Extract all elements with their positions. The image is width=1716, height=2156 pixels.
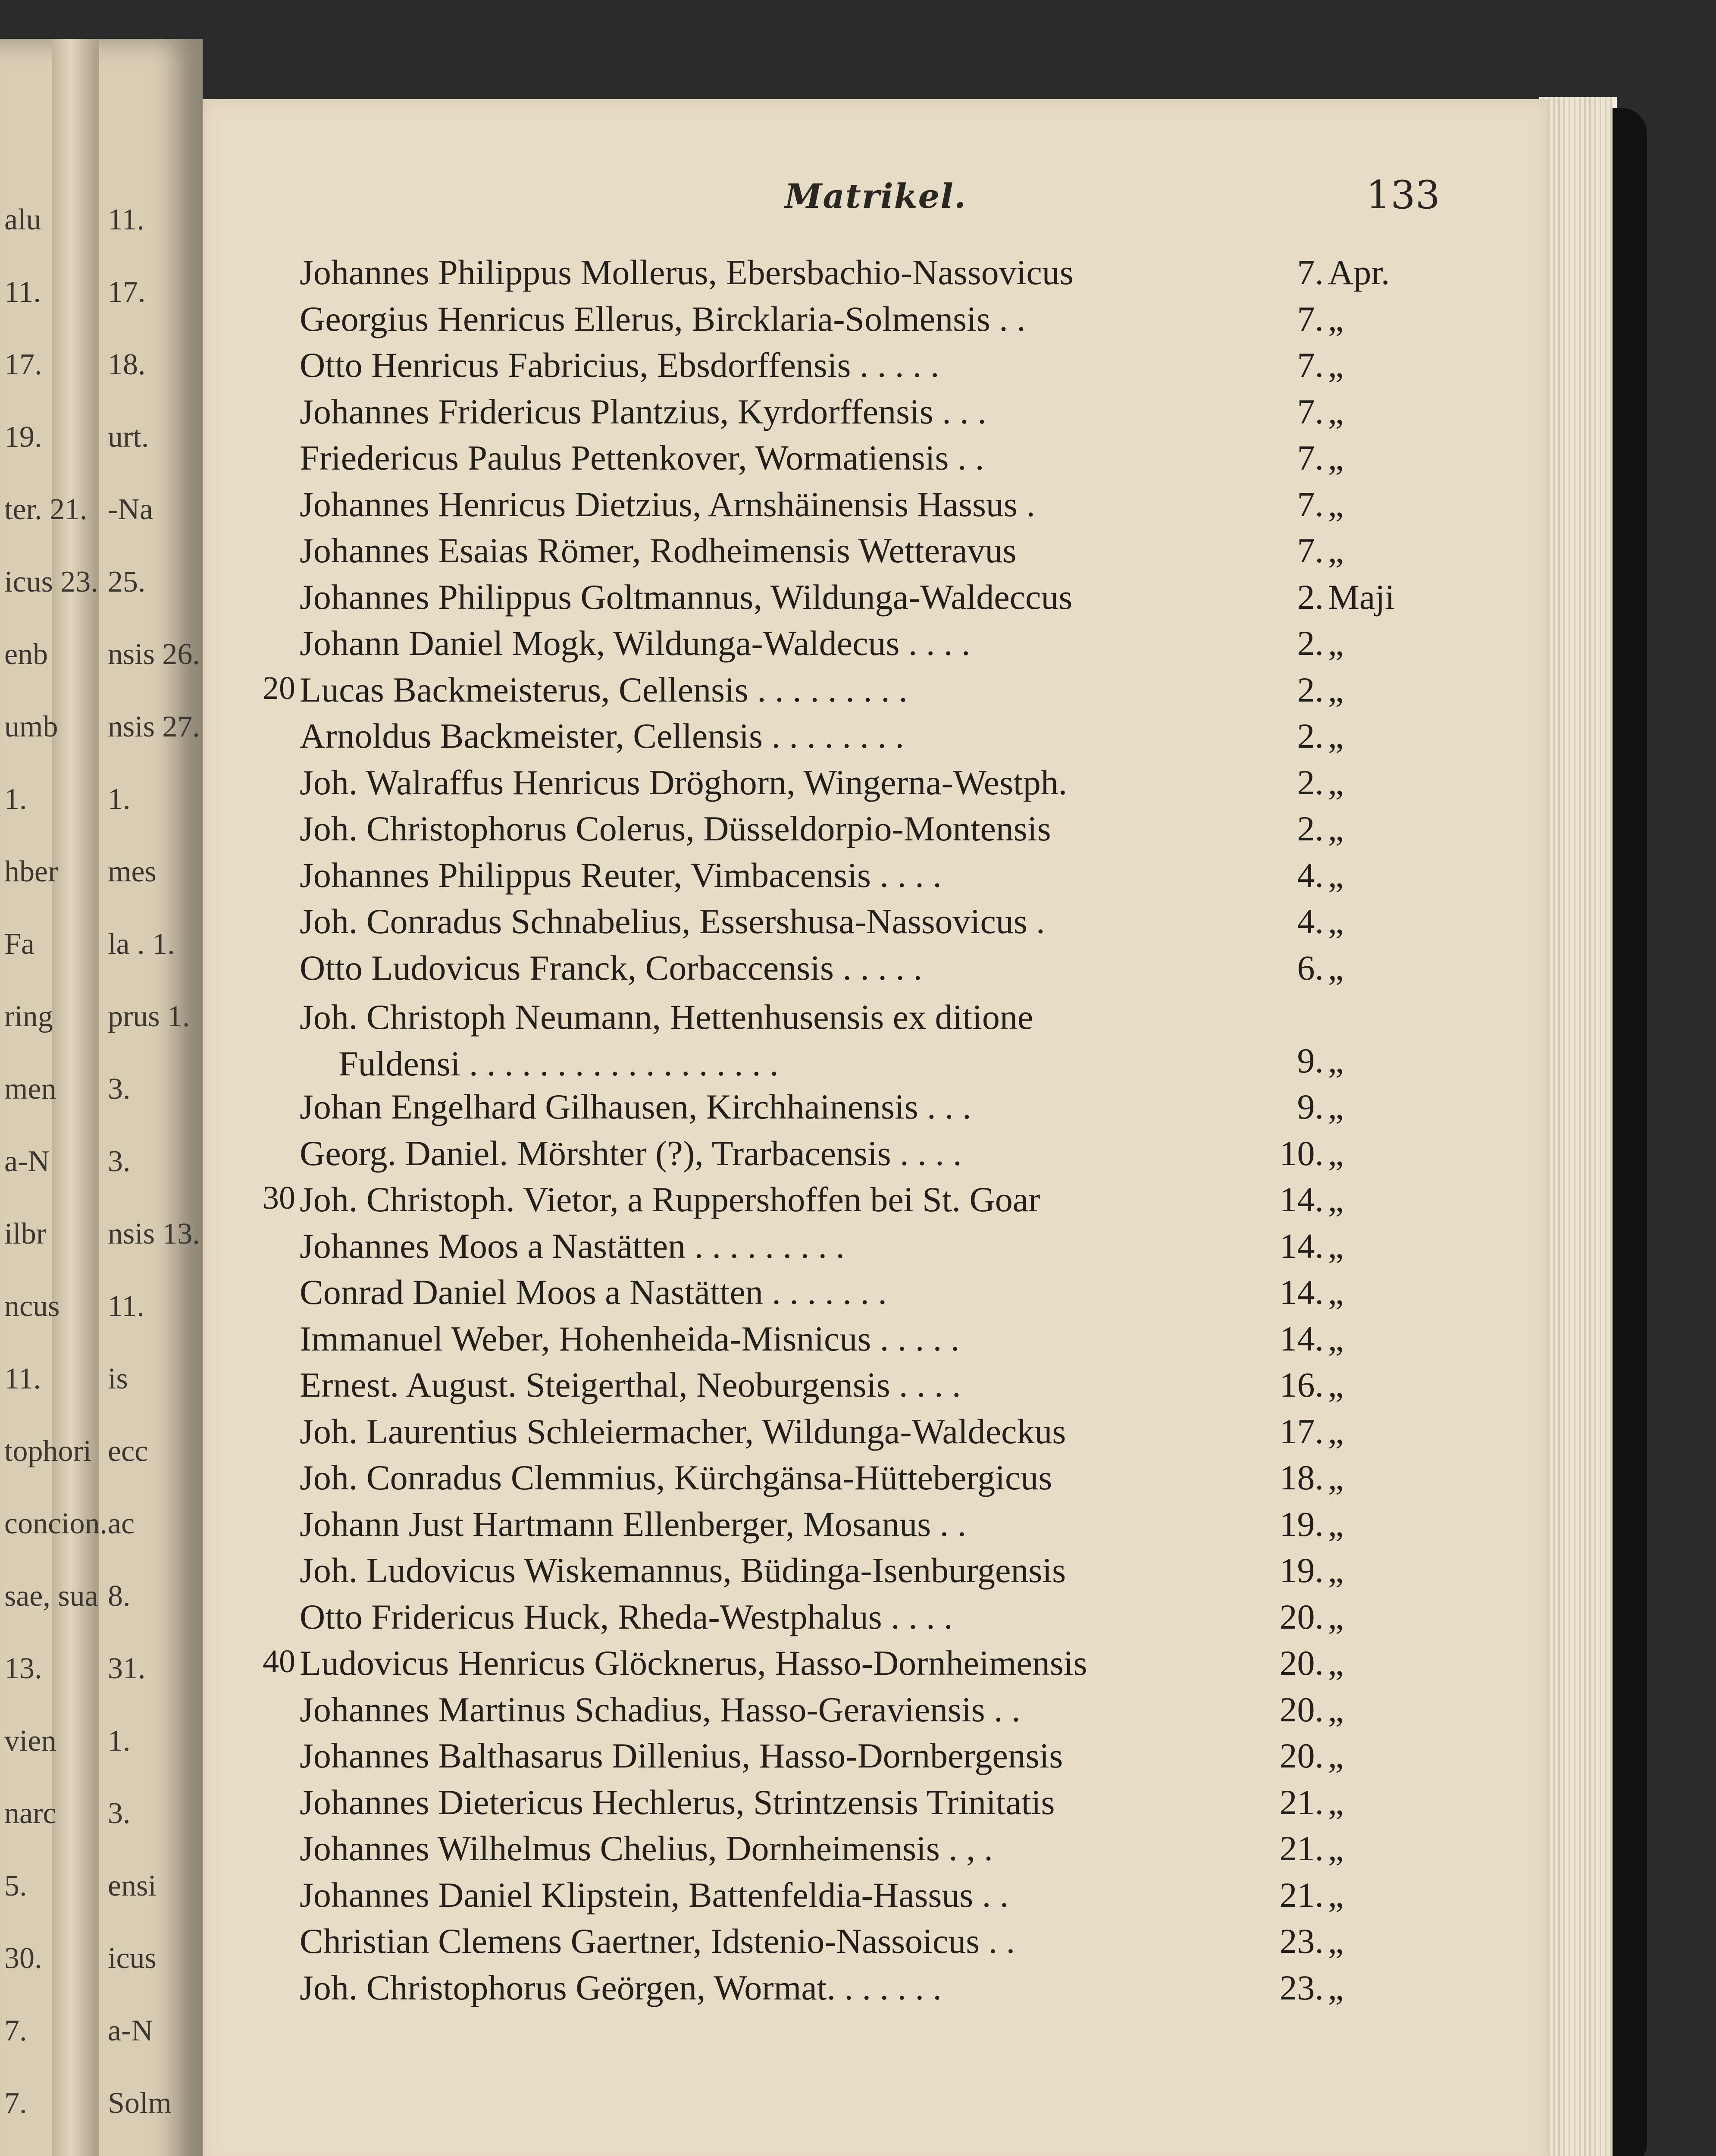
left-page-fragment-text: nsis 26. [108, 638, 200, 671]
student-name-origin: Lucas Backmeisterus, Cellensis . . . . . . . . . [300, 670, 908, 709]
list-item [203, 1179, 1548, 1226]
list-item [203, 808, 1548, 855]
student-name-origin: Johannes Philippus Reuter, Vimbacensis . . . . [300, 855, 942, 895]
student-name-origin: Johannes Henricus Dietzius, Arnshäinensis Hassus . [300, 484, 1035, 524]
student-name-origin: Johannes Moos a Nastätten . . . . . . . . . [300, 1226, 845, 1266]
left-page-fragment-text: 30. [4, 1942, 42, 1975]
entry-month: „ [1328, 1133, 1344, 1173]
left-page-fragment-text: alu [4, 203, 41, 236]
student-name-origin: Johannes Wilhelmus Chelius, Dornheimensis . , . [300, 1829, 993, 1868]
entry-month: „ [1328, 1875, 1344, 1915]
list-item [203, 1875, 1548, 1921]
entry-month: „ [1328, 1411, 1344, 1451]
left-page-fragment-text: 3. [108, 1797, 131, 1830]
entry-month: „ [1328, 1736, 1344, 1775]
list-item [203, 670, 1548, 716]
list-item [203, 716, 1548, 762]
entry-month: „ [1328, 624, 1344, 663]
list-item [203, 1968, 1548, 2014]
list-item [203, 1736, 1548, 1782]
student-name-origin: Johannes Martinus Schadius, Hasso-Geraviensis . . [300, 1689, 1021, 1729]
student-name-origin: Johannes Philippus Mollerus, Ebersbachio-Nassovicus [300, 253, 1074, 292]
left-page-fragment-text: la . 1. [108, 928, 175, 961]
entry-month: „ [1328, 1921, 1344, 1961]
left-page-fragment-text: concion. [4, 1507, 108, 1540]
list-item [203, 994, 1548, 1087]
list-item [203, 1643, 1548, 1689]
page-stack-edges [1539, 97, 1613, 2156]
student-name-origin: Arnoldus Backmeister, Cellensis . . . . . . . . [300, 716, 904, 755]
entry-day: 9. [1297, 1040, 1324, 1080]
left-page-fragment-text: vien [4, 1724, 56, 1758]
left-page-fragment-text: prus 1. [108, 1000, 190, 1033]
left-page-fragment-text: ter. 21. [4, 493, 88, 526]
list-item [203, 1087, 1548, 1133]
list-item [203, 762, 1548, 809]
left-page-fragment-text: enb [4, 638, 48, 671]
list-item [203, 530, 1548, 577]
entry-day: 2. [1297, 716, 1324, 755]
student-name-origin: Christian Clemens Gaertner, Idstenio-Nassoicus . . [300, 1921, 1015, 1961]
entry-day: 14. [1279, 1272, 1324, 1312]
line-number: 30 [263, 1180, 295, 1216]
student-name-origin: Johann Just Hartmann Ellenberger, Mosanus . . [300, 1504, 967, 1544]
left-page-fragment-text: 1. [108, 783, 131, 816]
left-page-fragment-text: 11. [108, 1290, 144, 1323]
entry-month: „ [1328, 1551, 1344, 1590]
entry-month: Apr. [1328, 253, 1390, 292]
entry-day: 7. [1297, 392, 1324, 431]
entry-month: „ [1328, 1458, 1344, 1497]
list-item [203, 392, 1548, 438]
entry-day: 16. [1279, 1365, 1324, 1404]
entry-day: 7. [1297, 531, 1324, 570]
entry-month: „ [1328, 1180, 1344, 1219]
list-item [203, 1597, 1548, 1643]
entry-day: 20. [1279, 1643, 1324, 1683]
entry-day: 20. [1279, 1597, 1324, 1636]
left-page-fragment-text: 7. [4, 2014, 27, 2047]
student-name-origin: Conrad Daniel Moos a Nastätten . . . . . . . [300, 1272, 887, 1312]
student-name-line2: Fuldensi . . . . . . . . . . . . . . . . . . [338, 1044, 779, 1083]
left-page-fragment-text: tophori [4, 1435, 92, 1468]
left-page-fragment-text: 1. [4, 783, 27, 816]
entry-day: 20. [1279, 1736, 1324, 1775]
entry-day: 23. [1279, 1921, 1324, 1961]
entry-month: „ [1328, 484, 1344, 524]
left-page-fragment-text: a-N [4, 1145, 50, 1178]
student-name-origin: Johan Engelhard Gilhausen, Kirchhainensis . . . [300, 1087, 971, 1126]
entry-day: 4. [1297, 855, 1324, 895]
entry-month: „ [1328, 1226, 1344, 1266]
left-page-fragment-text: nsis 13. [108, 1217, 200, 1250]
left-page-fragment-text: hber [4, 855, 58, 888]
entry-month: „ [1328, 299, 1344, 338]
left-page-fragment-text: sae, sua [4, 1579, 98, 1613]
entry-day: 9. [1297, 1087, 1324, 1126]
entry-day: 14. [1279, 1319, 1324, 1358]
entry-day: 19. [1279, 1504, 1324, 1544]
left-page-fragment-text: ring [4, 1000, 53, 1033]
student-name-origin: Ludovicus Henricus Glöcknerus, Hasso-Dornheimensis [300, 1643, 1087, 1683]
entry-month: „ [1328, 902, 1344, 941]
entry-day: 20. [1279, 1689, 1324, 1729]
student-name-origin: Joh. Walraffus Henricus Dröghorn, Wingerna-Westph. [300, 762, 1068, 802]
left-page-fragment-text: ensi [108, 1869, 157, 1902]
left-page-fragment-text: 11. [4, 1362, 41, 1395]
student-name-origin: Johannes Balthasarus Dillenius, Hasso-Dornbergensis [300, 1736, 1063, 1775]
left-page-fragment-text: ac [108, 1507, 135, 1540]
entry-day: 17. [1279, 1411, 1324, 1451]
entry-month: „ [1328, 1272, 1344, 1312]
list-item [203, 1782, 1548, 1829]
left-page-fragment-text: icus [108, 1942, 157, 1975]
left-page-fragment-text: 3. [108, 1072, 131, 1106]
list-item [203, 1504, 1548, 1551]
left-page-fragment-text: 3. [108, 1145, 131, 1178]
entry-day: 7. [1297, 253, 1324, 292]
student-name-origin: Joh. Christophorus Colerus, Düsseldorpio-Montensis [300, 809, 1051, 848]
entry-month: „ [1328, 1968, 1344, 2007]
list-item [203, 855, 1548, 902]
left-page-fragment-text: -Na [108, 493, 153, 526]
left-page-fragment-text: a-N [108, 2014, 153, 2047]
entry-day: 21. [1279, 1829, 1324, 1868]
left-page-fragment-text: umb [4, 710, 58, 743]
student-name-origin: Georgius Henricus Ellerus, Bircklaria-Solmensis . . [300, 299, 1026, 338]
entry-day: 2. [1297, 762, 1324, 802]
entry-month: „ [1328, 1365, 1344, 1404]
list-item [203, 901, 1548, 948]
list-item [203, 1921, 1548, 1968]
page-fold [52, 39, 99, 2156]
left-page-fragment-text: men [4, 1072, 56, 1106]
student-name-origin: Joh. Christoph. Vietor, a Ruppershoffen bei St. Goar [300, 1180, 1040, 1219]
entry-day: 6. [1297, 948, 1324, 987]
student-name-origin: Otto Ludovicus Franck, Corbaccensis . . . . . [300, 948, 922, 987]
left-page-fragment-text: 1. [108, 1724, 131, 1758]
entry-month: Maji [1328, 577, 1395, 617]
left-page-fragment-text: 11. [4, 276, 41, 309]
list-item [203, 438, 1548, 484]
list-item [203, 484, 1548, 531]
list-item [203, 1226, 1548, 1272]
list-item [203, 299, 1548, 345]
student-name-origin: Johann Daniel Mogk, Wildunga-Waldecus . . . . [300, 624, 971, 663]
left-page-fragment-text: Fa [4, 928, 34, 961]
list-item [203, 1457, 1548, 1504]
left-page-fragment-text: 7. [4, 2087, 27, 2120]
student-name-origin: Johannes Daniel Klipstein, Battenfeldia-Hassus . . [300, 1875, 1009, 1915]
list-item [203, 1272, 1548, 1319]
left-page-fragment-text: 18. [108, 348, 146, 381]
student-name-origin: Otto Fridericus Huck, Rheda-Westphalus . . . . [300, 1597, 953, 1636]
entry-day: 14. [1279, 1226, 1324, 1266]
student-name-origin [300, 994, 1317, 1087]
student-name-origin: Immanuel Weber, Hohenheida-Misnicus . . . . . [300, 1319, 960, 1358]
entry-day: 7. [1297, 484, 1324, 524]
matriculation-list [203, 252, 1548, 2014]
left-page-fragment-text: is [108, 1362, 128, 1395]
left-page-fragment-text: 25. [108, 565, 146, 599]
list-item [203, 623, 1548, 670]
left-page-fragment-text: 31. [108, 1652, 146, 1685]
list-item [203, 345, 1548, 392]
entry-day: 7. [1297, 438, 1324, 477]
list-item [203, 1828, 1548, 1875]
student-name-origin: Johannes Esaias Römer, Rodheimensis Wetteravus [300, 531, 1017, 570]
entry-month: „ [1328, 1829, 1344, 1868]
list-item [203, 1550, 1548, 1597]
student-name-origin: Joh. Conradus Clemmius, Kürchgänsa-Hüttebergicus [300, 1458, 1052, 1497]
entry-month: „ [1328, 670, 1344, 709]
left-page-fragment-text: urt. [108, 420, 149, 454]
left-page-fragment-text: 13. [4, 1652, 42, 1685]
entry-day: 23. [1279, 1968, 1324, 2007]
main-page [203, 99, 1548, 2156]
left-page-fragment-text: ncus [4, 1290, 60, 1323]
entry-day: 21. [1279, 1875, 1324, 1915]
entry-month: „ [1328, 1643, 1344, 1683]
entry-day: 18. [1279, 1458, 1324, 1497]
left-page-fragment-text: narc [4, 1797, 56, 1830]
entry-month: „ [1328, 1319, 1344, 1358]
page-number: 133 [1366, 172, 1440, 218]
left-page-fragment-text: 17. [4, 348, 42, 381]
student-name-origin: Joh. Christophorus Geörgen, Wormat. . . . . . . [300, 1968, 942, 2007]
entry-day: 4. [1297, 902, 1324, 941]
entry-month: „ [1328, 1689, 1344, 1729]
line-number: 40 [263, 1643, 295, 1680]
left-page-fragment [0, 39, 203, 2156]
list-item [203, 577, 1548, 624]
student-name-origin: Joh. Ludovicus Wiskemannus, Büdinga-Isenburgensis [300, 1551, 1066, 1590]
entry-month: „ [1328, 855, 1344, 895]
entry-month: „ [1328, 1087, 1344, 1126]
student-name-origin: Ernest. August. Steigerthal, Neoburgensis . . . . [300, 1365, 961, 1404]
student-name-origin: Otto Henricus Fabricius, Ebsdorffensis . . . . . [300, 345, 939, 385]
student-name-origin: Johannes Fridericus Plantzius, Kyrdorffensis . . . [300, 392, 986, 431]
entry-month: „ [1328, 716, 1344, 755]
left-page-fragment-text: nsis 27. [108, 710, 200, 743]
entry-day: 21. [1279, 1782, 1324, 1822]
entry-day: 7. [1297, 345, 1324, 385]
line-number: 20 [263, 670, 295, 706]
list-item [203, 1133, 1548, 1180]
student-name-origin: Joh. Conradus Schnabelius, Essershusa-Nassovicus . [300, 902, 1045, 941]
entry-month: „ [1328, 345, 1344, 385]
running-head: Matrikel. [785, 177, 967, 216]
entry-month: „ [1328, 438, 1344, 477]
entry-day: 14. [1279, 1180, 1324, 1219]
student-name-origin: Georg. Daniel. Mörshter (?), Trarbacensis . . . . [300, 1133, 962, 1173]
list-item [203, 1365, 1548, 1411]
entry-day: 10. [1279, 1133, 1324, 1173]
left-page-fragment-text: ecc [108, 1435, 148, 1468]
left-page-fragment-text: 11. [108, 203, 144, 236]
student-name-origin: Johannes Dietericus Hechlerus, Strintzensis Trinitatis [300, 1782, 1055, 1822]
list-item [203, 252, 1548, 299]
entry-day: 7. [1297, 299, 1324, 338]
entry-month: „ [1328, 1597, 1344, 1636]
entry-month: „ [1328, 948, 1344, 987]
entry-month: „ [1328, 531, 1344, 570]
left-page-fragment-text: mes [108, 855, 157, 888]
left-page-fragment-text: 17. [108, 276, 146, 309]
entry-month: „ [1328, 1040, 1344, 1080]
entry-month: „ [1328, 1504, 1344, 1544]
entry-day: 2. [1297, 809, 1324, 848]
list-item [203, 948, 1548, 994]
entry-day: 2. [1297, 624, 1324, 663]
student-name-origin: Johannes Philippus Goltmannus, Wildunga-Waldeccus [300, 577, 1073, 617]
left-page-fragment-text: 19. [4, 420, 42, 454]
entry-day: 2. [1297, 577, 1324, 617]
entry-month: „ [1328, 809, 1344, 848]
left-page-fragment-text: 5. [4, 1869, 27, 1902]
entry-month: „ [1328, 1782, 1344, 1822]
left-page-fragment-text: 8. [108, 1579, 131, 1613]
entry-month: „ [1328, 392, 1344, 431]
entry-day: 2. [1297, 670, 1324, 709]
list-item [203, 1689, 1548, 1736]
entry-day: 19. [1279, 1551, 1324, 1590]
left-page-fragment-text: icus 23. [4, 565, 98, 599]
entry-month: „ [1328, 762, 1344, 802]
list-item [203, 1411, 1548, 1458]
book-cover-edge [1613, 108, 1647, 2156]
left-page-fragment-text: ilbr [4, 1217, 47, 1250]
list-item [203, 1319, 1548, 1365]
left-page-fragment-text: Solm [108, 2087, 172, 2120]
student-name-origin: Friedericus Paulus Pettenkover, Wormatiensis . . [300, 438, 984, 477]
student-name-line1: Joh. Christoph Neumann, Hettenhusensis ex ditione [300, 997, 1033, 1037]
student-name-origin: Joh. Laurentius Schleiermacher, Wildunga-Waldeckus [300, 1411, 1066, 1451]
